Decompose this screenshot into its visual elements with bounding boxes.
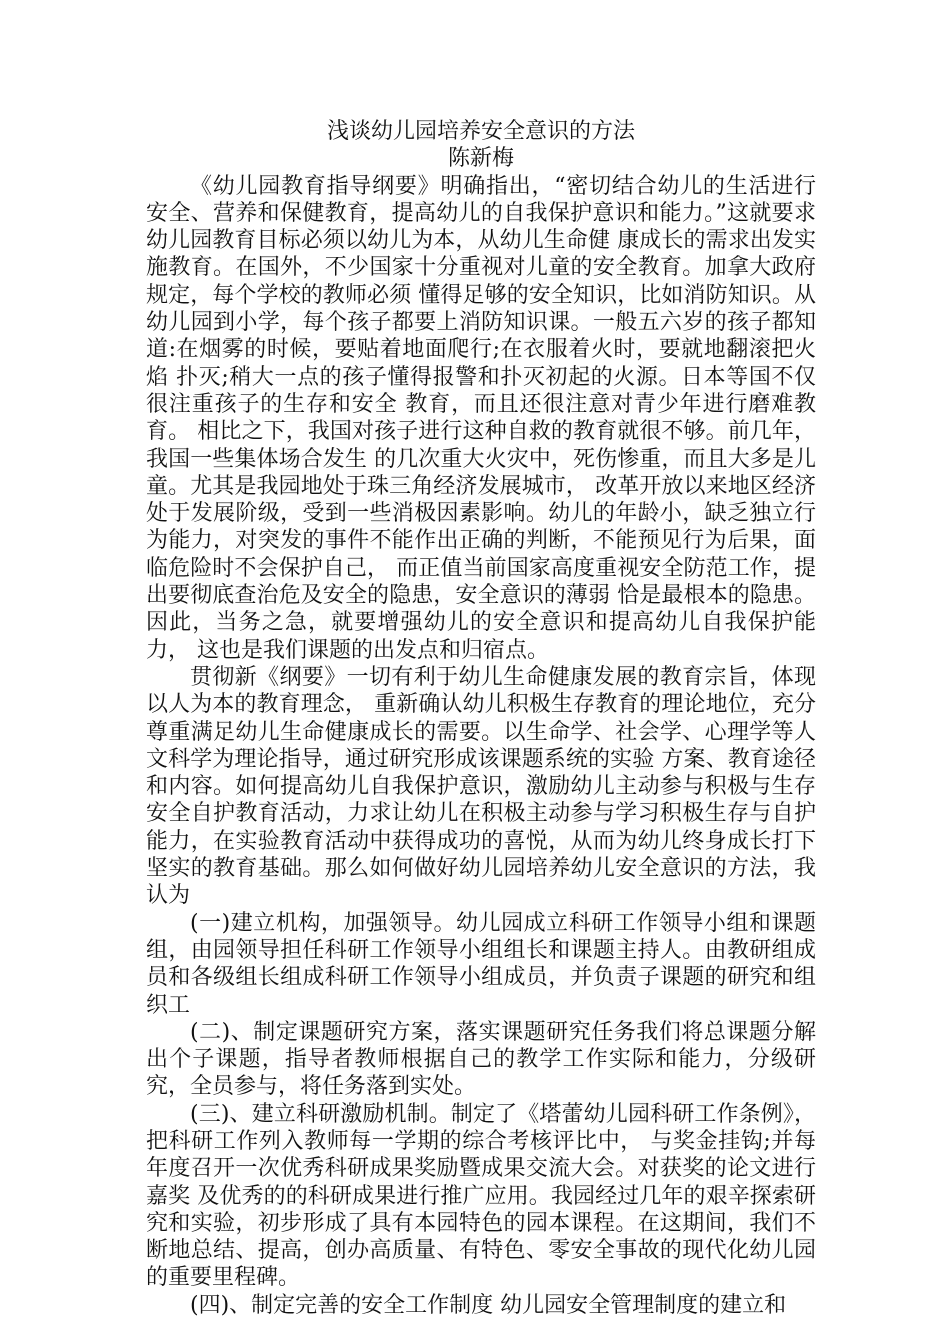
paragraph-1: 《幼儿园教育指导纲要》明确指出，“密切结合幼儿的生活进行安全、营养和保健教育，提高幼儿的自我保护意识和能力。”这就要求幼儿园教育目标必须以幼儿为本，从幼儿生命健 康成长的需求出发实施教育。在国外，不少国家十分重视对儿童的安全教育。加拿大政府规定，每个学校的教师必须 懂得足够的安全知识，比如消防知识。从幼儿园到小学，每个孩子都要上消防知识课。一般五六岁的孩子都知道:在烟雾的时候，要贴着地面爬行;在衣服着火时，要就地翻滚把火焰 扑灭;稍大一点的孩子懂得报警和扑灭初起的火源。日本等国不仅很注重孩子的生存和安全 教育，而且还很注意对青少年进行磨难教育。 相比之下，我国对孩子进行这种自救的教育就很不够。前几年，我国一些集体场合发生 的几次重大火灾中，死伤惨重，而且大多是儿童。尤其是我园地处于珠三角经济发展城市， 改革开放以来地区经济处于发展阶级，受到一些消极因素影响。幼儿的年龄小，缺乏独立行 为能力，对突发的事件不能作出正确的判断，不能预见行为后果，面临危险时不会保护自己， 而正值当前国家高度重视安全防范工作，提出要彻底查治危及安全的隐患，安全意识的薄弱 恰是最根本的隐患。因此，当务之急，就要增强幼儿的安全意识和提高幼儿自我保护能力， 这也是我们课题的出发点和归宿点。 <box>146 173 816 663</box>
paragraph-5: (三)、建立科研激励机制。制定了《塔蕾幼儿园科研工作条例》，把科研工作列入教师每一学期的综合考核评比中， 与奖金挂钩;并每年度召开一次优秀科研成果奖励暨成果交流大会。对获奖的论文进行嘉奖 及优秀的的科研成果进行推广应用。我园经过几年的艰辛探索研究和实验，初步形成了具有本园特色的园本课程。在这期间，我们不断地总结、提高，创办高质量、有特色、零安全事故的现代化幼儿园的重要里程碑。 <box>146 1101 816 1291</box>
paragraph-3: (一)建立机构，加强领导。幼儿园成立科研工作领导小组和课题组，由园领导担任科研工作领导小组组长和课题主持人。由教研组成员和各级组长组成科研工作领导小组成员，并负责子课题的研究和组织工 <box>146 910 816 1018</box>
paragraph-2: 贯彻新《纲要》一切有利于幼儿生命健康发展的教育宗旨，体现以人为本的教育理念， 重新确认幼儿积极生存教育的理论地位，充分尊重满足幼儿生命健康成长的需要。以生命学、社会学、心理学等人文科学为理论指导，通过研究形成该课题系统的实验 方案、教育途径和内容。如何提高幼儿自我保护意识，激励幼儿主动参与积极与生存安全自护教育活动，力求让幼儿在积极主动参与学习积极生存与自护能力，在实验教育活动中获得成功的喜悦，从而为幼儿终身成长打下坚实的教育基础。那么如何做好幼儿园培养幼儿安全意识的方法，我认为 <box>146 664 816 909</box>
paragraph-4: (二)、制定课题研究方案，落实课题研究任务我们将总课题分解出个子课题，指导者教师根据自己的教学工作实际和能力，分级研究，全员参与，将任务落到实处。 <box>146 1019 816 1100</box>
document-page <box>146 118 816 1319</box>
document-title: 浅谈幼儿园培养安全意识的方法 <box>326 119 635 144</box>
paragraph-6: (四)、制定完善的安全工作制度 幼儿园安全管理制度的建立和 <box>190 1292 787 1318</box>
document-author: 陈新梅 <box>447 146 514 172</box>
